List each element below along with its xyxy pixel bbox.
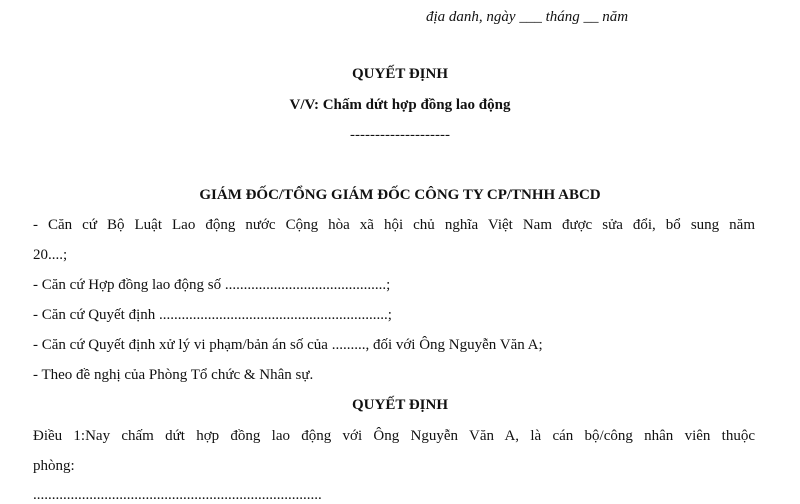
ground-item-1-line-1: - Căn cứ Bộ Luật Lao động nước Cộng hòa xã hội chủ nghĩa Việt Nam được sửa đổi, bổ sung năm [33, 217, 755, 233]
article-1-line-2: phòng: [33, 458, 75, 474]
ground-item-1-line-2: 20....; [33, 247, 68, 263]
article-1-line-3: ............................................................................. [33, 487, 322, 503]
ground-item-2: - Căn cứ Hợp đồng lao động số ...........................................; [33, 277, 391, 293]
document-title: QUYẾT ĐỊNH [352, 66, 448, 82]
place-date-line: địa danh, ngày ___ tháng __ năm [426, 9, 629, 25]
document-subject: V/V: Chấm dứt hợp đồng lao động [289, 97, 511, 113]
decision-heading: QUYẾT ĐỊNH [352, 397, 448, 413]
title-divider: -------------------- [350, 127, 450, 143]
ground-item-5: - Theo đề nghị của Phòng Tổ chức & Nhân sự. [33, 367, 314, 383]
issuing-authority: GIÁM ĐỐC/TỔNG GIÁM ĐỐC CÔNG TY CP/TNHH ABCD [199, 187, 601, 203]
ground-item-3: - Căn cứ Quyết định .............................................................; [33, 307, 392, 323]
ground-item-4: - Căn cứ Quyết định xử lý vi phạm/bản án số của ........., đối với Ông Nguyễn Văn A; [33, 337, 543, 353]
article-1-line-1: Điều 1:Nay chấm dứt hợp đồng lao động với Ông Nguyễn Văn A, là cán bộ/công nhân viên thuộc [33, 428, 755, 444]
